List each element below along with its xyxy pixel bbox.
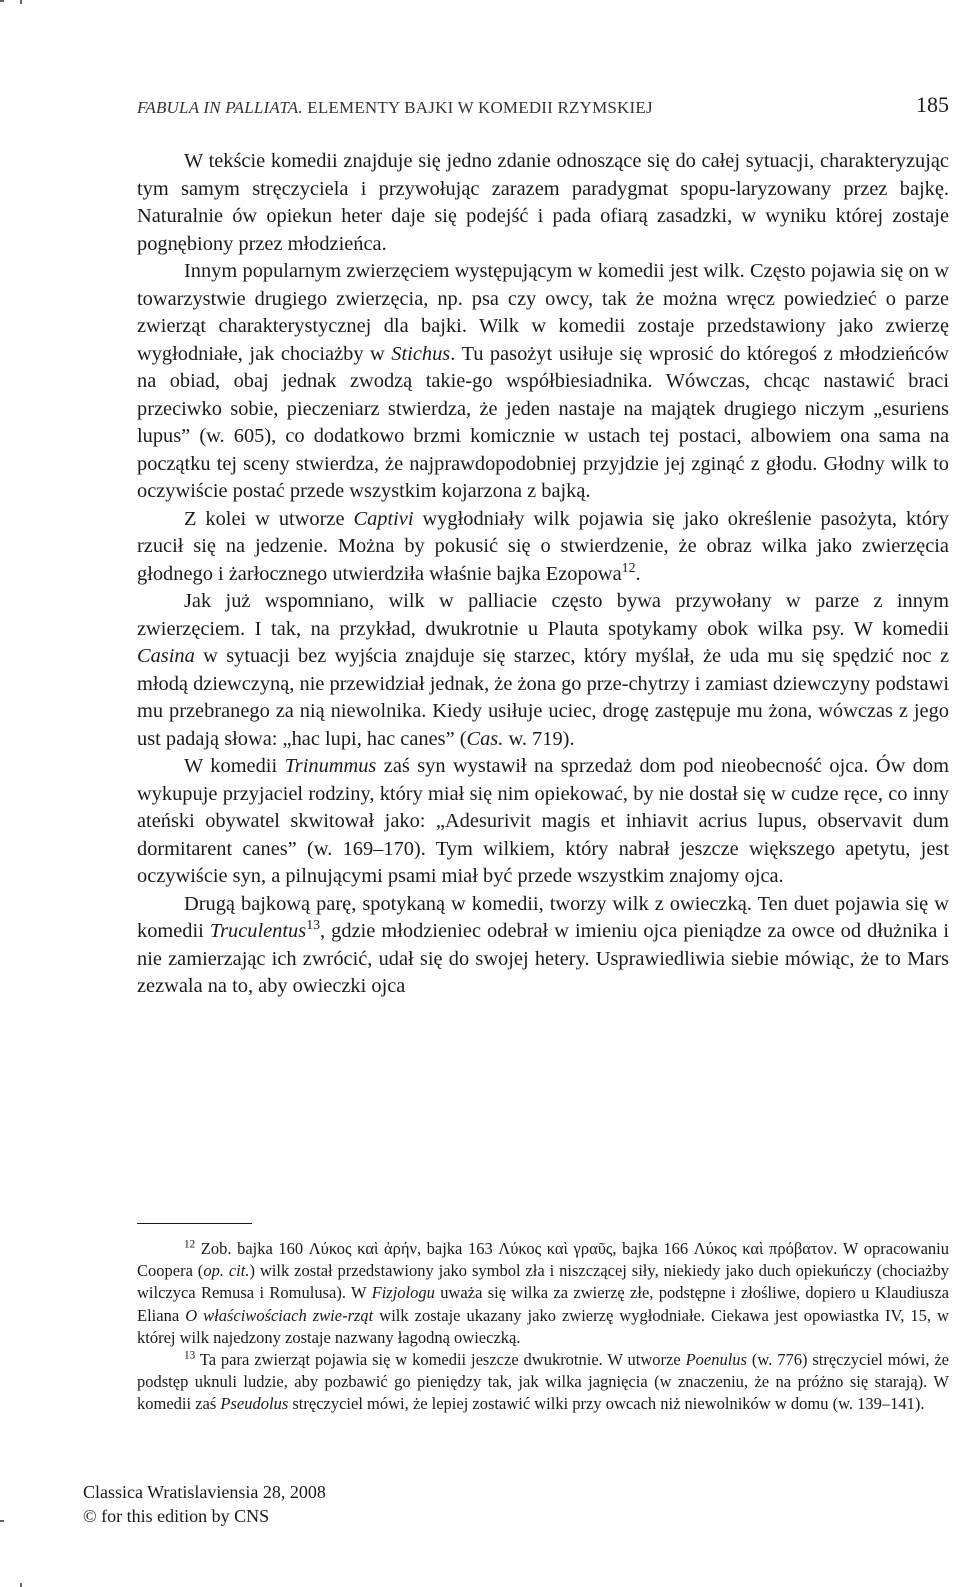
italic-title: Truculentus	[209, 920, 307, 942]
text-run: Zob. bajka 160 Λύκος καὶ ἀρήν, bajka 163 Λύκος καὶ γραῦς, bajka 166 Λύκος καὶ πρόβατον. W opracowaniu Coopera (	[137, 1239, 949, 1281]
text-run: W komedii	[184, 755, 285, 777]
text-run: w. 719).	[503, 727, 575, 750]
paragraph	[137, 891, 949, 1001]
italic-title: Stichus	[391, 342, 451, 365]
italic-title: Pseudolus	[220, 1394, 289, 1414]
paragraph	[137, 588, 949, 753]
running-head	[137, 98, 653, 118]
text-run: wygłodniały wilk pojawia się jako określenie pasożyta, który rzucił się na jedzenie. Można by pokusić się o stwierdzenie, że obraz wilka jako zwierzęcia głodnego i żarłocznego utwierdziła właśnie bajka Ezopowa	[137, 507, 949, 585]
italic-title: O właściwościach zwie-rząt	[185, 1305, 374, 1325]
paragraph	[137, 753, 949, 891]
paragraph	[137, 506, 949, 589]
copyright-notice: © for this edition by CNS	[83, 1506, 270, 1526]
text-run: Jak już wspomniano, wilk w palliacie często bywa przywołany w parze z innym zwierzęciem. I tak, na przykład, dwukrotnie u Plauta spotykamy obok wilka psy. W komedii	[137, 590, 949, 640]
text-run: zaś syn wystawił na sprzedaż dom pod nieobecność ojca. Ów dom wykupuje przyjaciel rodziny, który miał się nim opiekować, by nie dostał się w cudze ręce, co inny ateński obywatel skwitował jako: „Adesurivit magis et inhiavit acrius lupus, observavit dum dormitarent canes” (w. 169–170). Tym wilkiem, który nabrał jeszcze większego apetytu, jest oczywiście syn, a pilnującymi psami miał być przede wszystkim znajomy ojca.	[137, 755, 949, 887]
italic-title: Fizjologu	[371, 1283, 435, 1303]
footnote-marker: 13	[306, 918, 321, 934]
text-run: wilk zostaje ukazany jako zwierzę wygłodniałe. Ciekawa jest opowiastka IV, 15, w której wilk najedzony zostaje nazwany łagodną owieczką.	[137, 1305, 949, 1347]
crop-mark-bottom-left	[0, 1520, 4, 1522]
footnote	[137, 1349, 949, 1416]
text-run: .	[635, 562, 641, 585]
footnote-marker: 12	[184, 1238, 196, 1251]
paragraph	[137, 258, 949, 506]
italic-title: Captivi	[353, 507, 414, 530]
crop-mark-top-left	[0, 0, 4, 2]
page-header	[137, 92, 949, 128]
text-run: Innym popularnym zwierzęciem występującym w komedii jest wilk. Często pojawia się on w towarzystwie drugiego zwierzęcia, np. psa czy owcy, tak że można wręcz powiedzieć o parze zwierząt charakterystycznej dla bajki. Wilk w komedii zostaje przedstawiony jako zwierzę wygłodniałe, jak chociażby w	[137, 260, 949, 365]
crop-mark-bottom	[20, 1583, 22, 1587]
text-run: Z kolei w utworze	[184, 507, 354, 530]
italic-title: Poenulus	[685, 1350, 747, 1370]
text-run: ) wilk został przedstawiony jako symbol zła i niszczącej siły, niekiedy jako duch opiekuńczy (chociażby wilczyca Remusa i Romulusa). W	[137, 1261, 949, 1303]
text-run: , gdzie młodzieniec odebrał w imieniu ojca pieniądze za owce od dłużnika i nie zamierzając ich zwrócić, udał się do swojej hetery. Usprawiedliwia siebie mówiąc, że to Mars zezwala na to, aby owieczki ojca	[137, 920, 949, 997]
paragraph	[137, 148, 949, 258]
page-footer	[83, 1480, 326, 1528]
footnote-rule	[137, 1223, 252, 1224]
footnote	[137, 1238, 949, 1349]
text-run: . Tu pasożyt usiłuje się wprosić do któregoś z młodzieńców na obiad, obaj jednak zwodzą takie-go współbiesiadnika. Wówczas, chcąc nastawić braci przeciwko sobie, pieczeniarz stwierdza, że jeden nastaje na majątek drugiego niczym „esuriens lupus” (w. 605), co dodatkowo brzmi komicznie w ustach tej postaci, albowiem ona sama na początku tej sceny stwierdza, że najprawdopodobniej przyjdzie jej zginąć z głodu. Głodny wilk to oczywiście postać przede wszystkim kojarzona z bajką.	[137, 342, 949, 502]
italic-title: Casina	[137, 645, 195, 667]
footnotes	[137, 1238, 949, 1416]
page-number: 185	[916, 92, 949, 117]
footnote-marker: 12	[621, 560, 636, 576]
text-run: uważa się wilka za zwierzę złe, podstępne i złośliwe, dopiero u Klaudiusza Eliana	[137, 1283, 949, 1325]
text-run: stręczyciel mówi, że lepiej zostawić wilki przy owcach niż niewolników w domu (w. 139–141).	[288, 1394, 925, 1414]
journal-info: Classica Wratislaviensia 28, 2008	[83, 1482, 326, 1502]
italic-title: op. cit.	[203, 1261, 250, 1281]
text-run: W tekście komedii znajduje się jedno zdanie odnoszące się do całej sytuacji, charakteryzując tym samym stręczyciela i przywołując zarazem paradygmat spopu-laryzowany przez bajkę. Naturalnie ów opiekun heter daje się podejść i pada ofiarą zasadzki, w wyniku której zostaje pognębiony przez młodzieńca.	[137, 150, 949, 255]
text-run: w sytuacji bez wyjścia znajduje się starzec, który myślał, że uda mu się spędzić noc z młodą dziewczyną, nie przewidział jednak, że żona go prze-chytrzy i zamiast dziewczyny podstawi mu przebranego za nią niewolnika. Kiedy usiłuje uciec, drogę zastępuje mu żona, wówczas z jego ust padają słowa: „hac lupi, hac canes” (	[137, 645, 949, 750]
text-run: Ta para zwierząt pojawia się w komedii jeszcze dwukrotnie. W utworze	[195, 1350, 686, 1370]
footnote-marker: 13	[184, 1349, 196, 1362]
text-run: (w. 776) stręczyciel mówi, że podstęp uknuli ludzie, aby pozbawić go pieniędzy tak, jak wilka jagnięcia (w znaczeniu, że na próżno się starają). W komedii zaś	[137, 1350, 949, 1414]
italic-title: Cas.	[466, 727, 504, 750]
main-text	[137, 148, 949, 1001]
crop-mark-top	[20, 0, 22, 4]
italic-title: Trinummus	[284, 755, 377, 777]
running-head-italic: FABULA IN PALLIATA.	[137, 98, 303, 117]
text-run: Drugą bajkową parę, spotykaną w komedii, tworzy wilk z owieczką. Ten duet pojawia się w komedii	[137, 892, 949, 942]
running-head-rest: ELEMENTY BAJKI W KOMEDII RZYMSKIEJ	[302, 98, 653, 117]
